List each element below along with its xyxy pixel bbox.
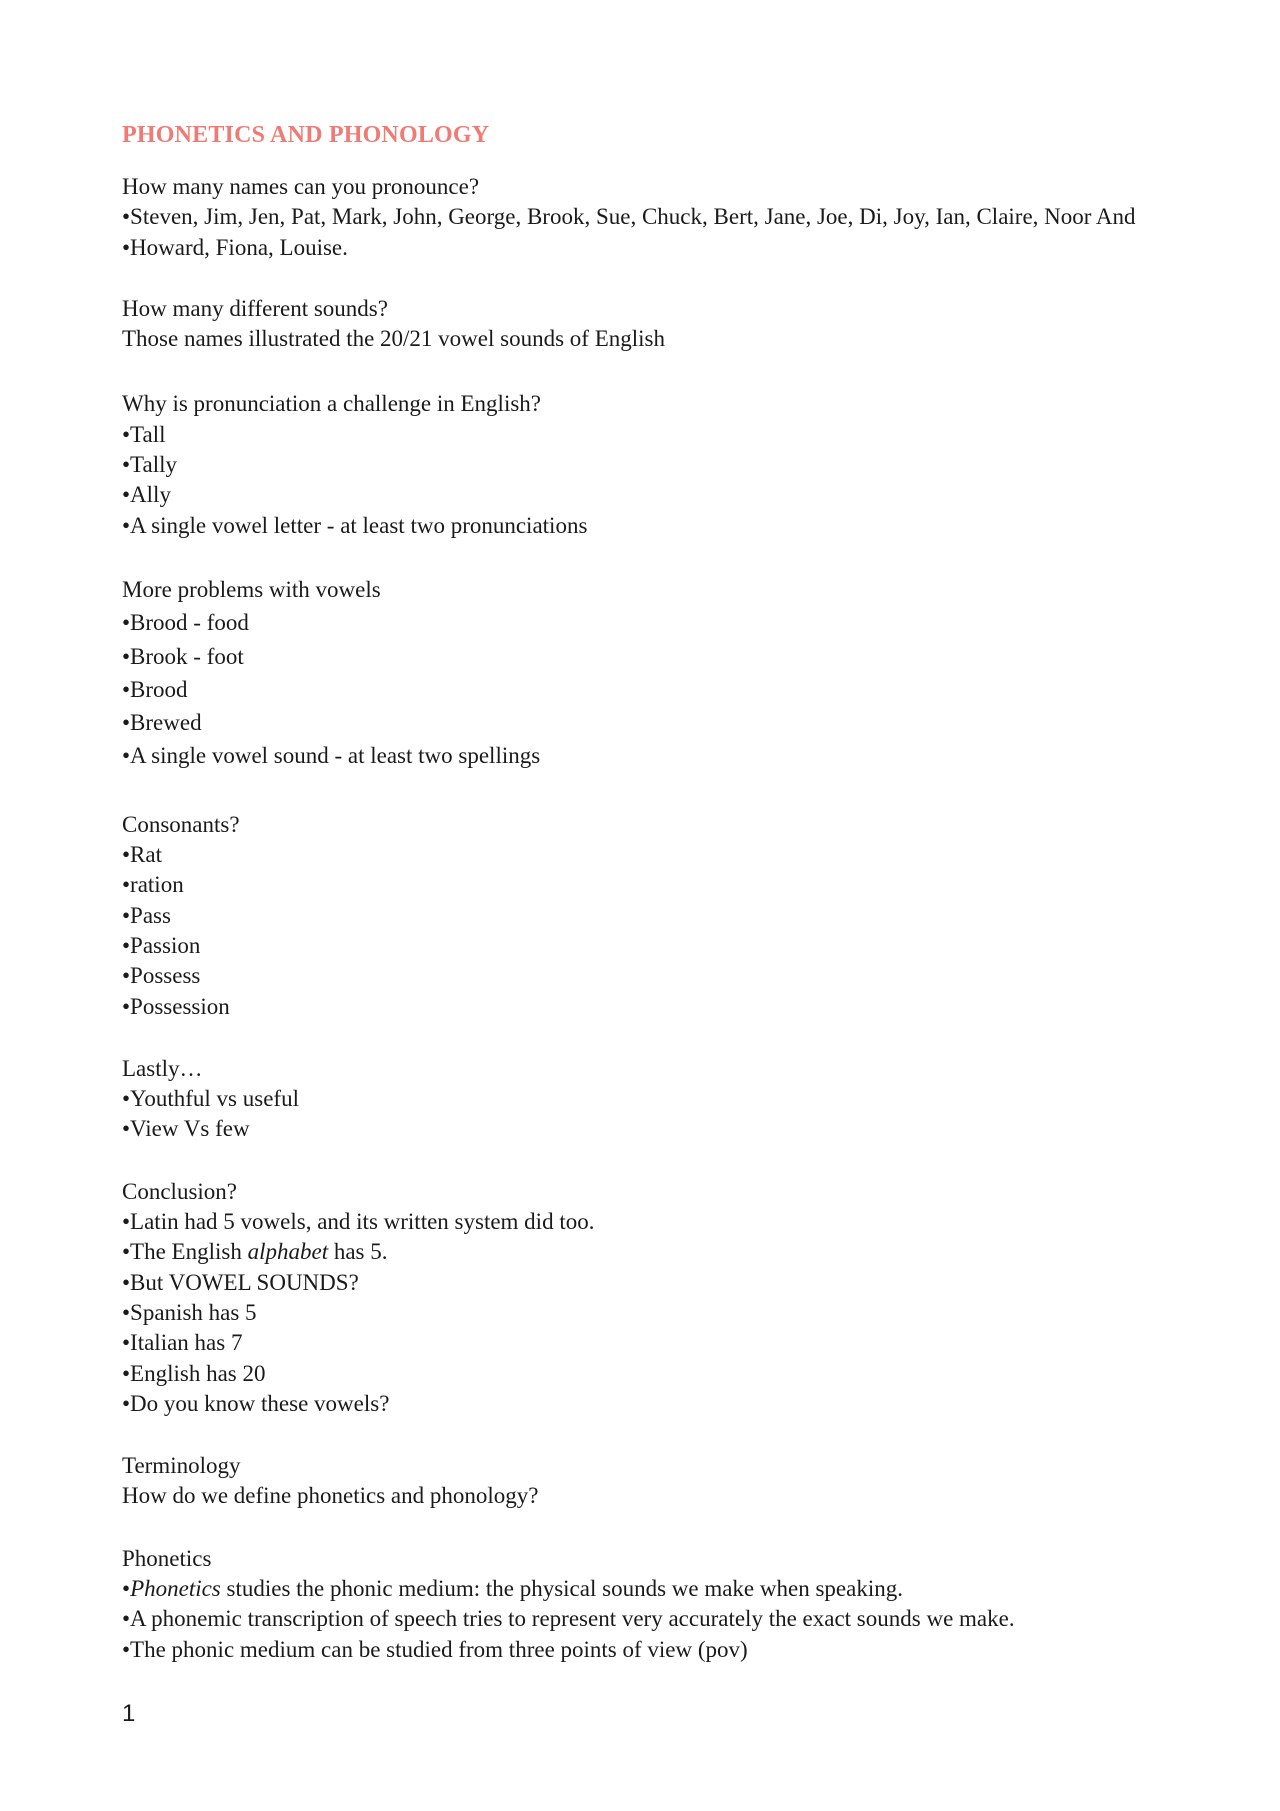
list-item: •Do you know these vowels? — [122, 1390, 390, 1416]
section-terminology — [122, 1451, 1162, 1512]
section-heading: Lastly… — [122, 1055, 203, 1081]
list-item: •Passion — [122, 932, 201, 958]
section-heading: Conclusion? — [122, 1178, 237, 1204]
text-run: has 5. — [328, 1239, 388, 1265]
list-item: •A single vowel letter - at least two pronunciations — [122, 512, 588, 538]
list-item: •English has 20 — [122, 1360, 266, 1386]
list-item: •Howard, Fiona, Louise. — [122, 234, 348, 260]
list-item: •View Vs few — [122, 1116, 250, 1142]
list-item: •Spanish has 5 — [122, 1299, 257, 1325]
section-heading: Why is pronunciation a challenge in English? — [122, 391, 541, 417]
bullet: • — [122, 1575, 131, 1601]
list-item: •ration — [122, 872, 184, 898]
page-title: PHONETICS AND PHONOLOGY — [122, 122, 490, 148]
list-item: •Brewed — [122, 710, 202, 736]
list-item: •Brood - food — [122, 610, 249, 636]
section-heading: Terminology — [122, 1453, 241, 1479]
list-item: •Possess — [122, 963, 201, 989]
emphasis-text: Phonetics — [130, 1575, 221, 1601]
page-number: 1 — [122, 1700, 136, 1727]
paragraph: How do we define phonetics and phonology? — [122, 1483, 539, 1509]
list-item: •Pass — [122, 902, 171, 928]
list-item: •The phonic medium can be studied from three points of view (pov) — [122, 1636, 748, 1662]
list-item: •Tall — [122, 421, 166, 447]
section-lastly — [122, 1054, 1162, 1145]
list-item: •Possession — [122, 993, 230, 1019]
list-item: •A single vowel sound - at least two spellings — [122, 743, 541, 769]
list-item: •Youthful vs useful — [122, 1086, 299, 1112]
list-item: •But VOWEL SOUNDS? — [122, 1269, 359, 1295]
list-item: •Tally — [122, 452, 177, 478]
section-sounds — [122, 294, 1162, 355]
section-heading: How many different sounds? — [122, 295, 388, 321]
list-item: •Brook - foot — [122, 643, 244, 669]
list-item: •A phonemic transcription of speech tries to represent very accurately the exact sounds we make. — [122, 1606, 1015, 1632]
list-item: •Ally — [122, 482, 171, 508]
list-item: •Italian has 7 — [122, 1330, 243, 1356]
paragraph: Those names illustrated the 20/21 vowel sounds of English — [122, 326, 665, 352]
section-conclusion — [122, 1177, 1162, 1419]
list-item: •Steven, Jim, Jen, Pat, Mark, John, George, Brook, Sue, Chuck, Bert, Jane, Joe, Di, Joy, Ian, Claire, Noor And — [122, 204, 1136, 230]
section-heading: Consonants? — [122, 811, 240, 837]
list-item: •Brood — [122, 676, 188, 702]
section-heading: Phonetics — [122, 1545, 212, 1571]
list-item — [122, 1237, 1162, 1267]
section-names — [122, 172, 1162, 263]
text-run: studies the phonic medium: the physical sounds we make when speaking. — [220, 1575, 903, 1601]
list-item: •Rat — [122, 842, 162, 868]
section-consonants — [122, 810, 1162, 1022]
section-phonetics — [122, 1544, 1162, 1665]
section-vowel-problems — [122, 573, 1162, 773]
list-item — [122, 1574, 1162, 1604]
text-run: •The English — [122, 1239, 248, 1265]
document-page — [122, 120, 1162, 1696]
list-item: •Latin had 5 vowels, and its written system did too. — [122, 1209, 595, 1235]
section-heading: How many names can you pronounce? — [122, 174, 480, 199]
section-challenge — [122, 389, 1162, 540]
section-heading: More problems with vowels — [122, 576, 381, 602]
emphasis-text: alphabet — [247, 1239, 329, 1265]
